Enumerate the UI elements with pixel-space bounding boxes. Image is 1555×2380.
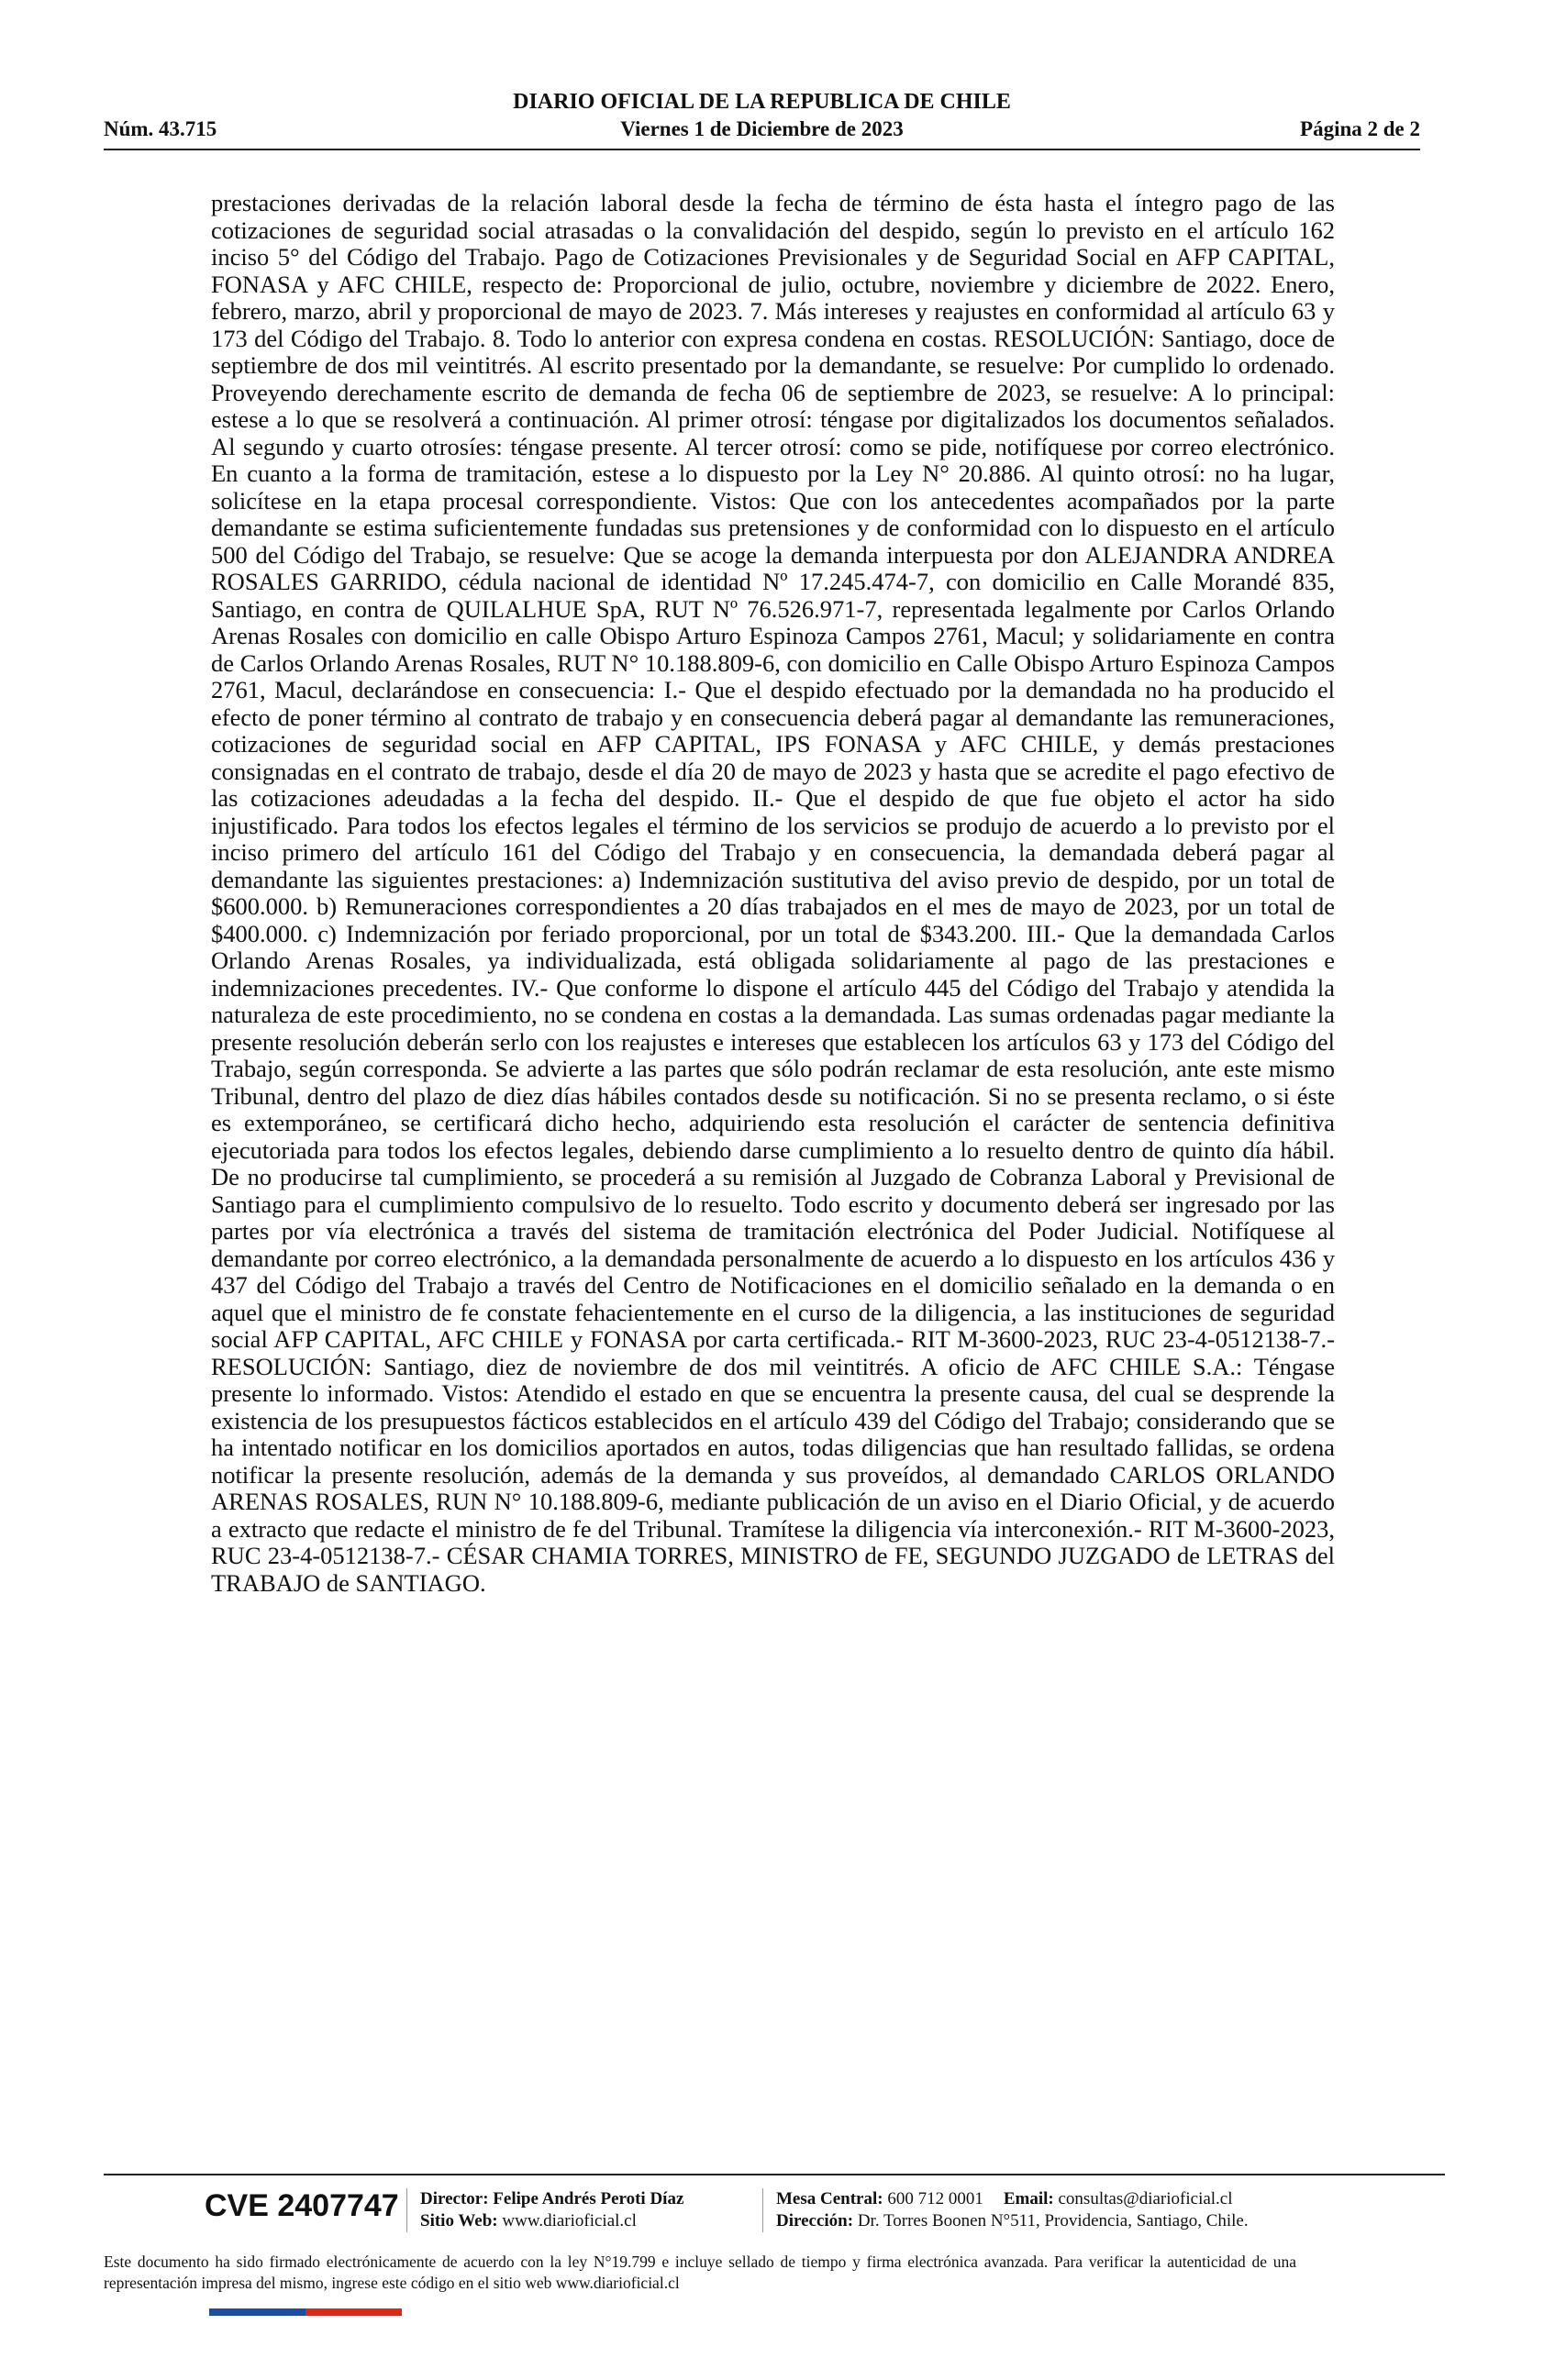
- body-paragraph: prestaciones derivadas de la relación laboral desde la fecha de término de ésta hasta el íntegro pago de las cotizaciones de seguridad social atrasadas o la convalidación del despido, según lo previsto en el artículo 162 inciso 5° del Código del Trabajo. Pago de Cotizaciones Previsionales y de Seguridad Social en AFP CAPITAL, FONASA y AFC CHILE, respecto de: Proporcional de julio, octubre, noviembre y diciembre de 2022. Enero, febrero, marzo, abril y proporcional de mayo de 2023. 7. Más intereses y reajustes en conformidad al artículo 63 y 173 del Código del Trabajo. 8. Todo lo anterior con expresa condena en costas. RESOLUCIÓN: Santiago, doce de septiembre de dos mil veintitrés. Al escrito presentado por la demandante, se resuelve: Por cumplido lo ordenado. Proveyendo derechamente escrito de demanda de fecha 06 de septiembre de 2023, se resuelve: A lo principal: estese a lo que se resolverá a continuación. Al primer otrosí: téngase por digitalizados los documentos señalados. Al segundo y cuarto otrosíes: téngase presente. Al tercer otrosí: como se pide, notifíquese por correo electrónico. En cuanto a la forma de tramitación, estese a lo dispuesto por la Ley N° 20.886. Al quinto otrosí: no ha lugar, solicítese en la etapa procesal correspondiente. Vistos: Que con los antecedentes acompañados por la parte demandante se estima suficientemente fundadas sus pretensiones y de conformidad con lo dispuesto en el artículo 500 del Código del Trabajo, se resuelve: Que se acoge la demanda interpuesta por don ALEJANDRA ANDREA ROSALES GARRIDO, cédula nacional de identidad Nº 17.245.474-7, con domicilio en Calle Morandé 835, Santiago, en contra de QUILALHUE SpA, RUT Nº 76.526.971-7, representada legalmente por Carlos Orlando Arenas Rosales con domicilio en calle Obispo Arturo Espinoza Campos 2761, Macul; y solidariamente en contra de Carlos Orlando Arenas Rosales, RUT N° 10.188.809-6, con domicilio en Calle Obispo Arturo Espinoza Campos 2761, Macul, declarándose en consecuencia: I.- Que el despido efectuado por la demandada no ha producido el efecto de poner término al contrato de trabajo y en consecuencia deberá pagar al demandante las remuneraciones, cotizaciones de seguridad social en AFP CAPITAL, IPS FONASA y AFC CHILE, y demás prestaciones consignadas en el contrato de trabajo, desde el día 20 de mayo de 2023 y hasta que se acredite el pago efectivo de las cotizaciones adeudadas a la fecha del despido. II.- Que el despido de que fue objeto el actor ha sido injustificado. Para todos los efectos legales el término de los servicios se produjo de acuerdo a lo previsto por el inciso primero del artículo 161 del Código del Trabajo y en consecuencia, la demandada deberá pagar al demandante las siguientes prestaciones: a) Indemnización sustitutiva del aviso previo de despido, por un total de $600.000. b) Remuneraciones correspondientes a 20 días trabajados en el mes de mayo de 2023, por un total de $400.000. c) Indemnización por feriado proporcional, por un total de $343.200. III.- Que la demandada Carlos Orlando Arenas Rosales, ya individualizada, está obligada solidariamente al pago de las prestaciones e indemnizaciones precedentes. IV.- Que conforme lo dispone el artículo 445 del Código del Trabajo y atendida la naturaleza de este procedimiento, no se condena en costas a la demandada. Las sumas ordenadas pagar mediante la presente resolución deberán serlo con los reajustes e intereses que establecen los artículos 63 y 173 del Código del Trabajo, según corresponda. Se advierte a las partes que sólo podrán reclamar de esta resolución, ante este mismo Tribunal, dentro del plazo de diez días hábiles contados desde su notificación. Si no se presenta reclamo, o si éste es extemporáneo, se certificará dicho hecho, adquiriendo esta resolución el carácter de sentencia definitiva ejecutoriada para todos los efectos legales, debiendo darse cumplimiento a lo resuelto dentro de quinto día hábil. De no producirse tal cumplimiento, se procederá a su remisión al Juzgado de Cobranza Laboral y Previsional de Santiago para el cumplimiento compulsivo de lo resuelto. Todo escrito y documento deberá ser ingresado por las partes por vía electrónica a través del sistema de tramitación electrónica del Poder Judicial. Notifíquese al demandante por correo electrónico, a la demandada personalmente de acuerdo a lo dispuesto en los artículos 436 y 437 del Código del Trabajo a través del Centro de Notificaciones en el domicilio señalado en la demanda o en aquel que el ministro de fe constate fehacientemente en el curso de la diligencia, a las instituciones de seguridad social AFP CAPITAL, AFC CHILE y FONASA por carta certificada.- RIT M-3600-2023, RUC 23-4-0512138-7.- RESOLUCIÓN: Santiago, diez de noviembre de dos mil veintitrés. A oficio de AFC CHILE S.A.: Téngase presente lo informado. Vistos: Atendido el estado en que se encuentra la presente causa, del cual se desprende la existencia de los presupuestos fácticos establecidos en el artículo 439 del Código del Trabajo; considerando que se ha intentado notificar en los domicilios aportados en autos, todas diligencias que han resultado fallidas, se ordena notificar la presente resolución, además de la demanda y sus proveídos, al demandado CARLOS ORLANDO ARENAS ROSALES, RUN N° 10.188.809-6, mediante publicación de un aviso en el Diario Oficial, y de acuerdo a extracto que redacte el ministro de fe del Tribunal. Tramítese la diligencia vía interconexión.- RIT M-3600-2023, RUC 23-4-0512138-7.- CÉSAR CHAMIA TORRES, MINISTRO de FE, SEGUNDO JUZGADO de LETRAS del TRABAJO de SANTIAGO.: [211, 189, 1335, 1597]
- phone-label: Mesa Central:: [776, 2189, 883, 2208]
- issue-date: Viernes 1 de Diciembre de 2023: [620, 117, 904, 140]
- address-label: Dirección:: [776, 2211, 854, 2231]
- footer-director-block: [420, 2188, 683, 2232]
- footer-divider: [762, 2188, 763, 2232]
- page-number: Página 2 de 2: [1300, 117, 1420, 140]
- director-name: Felipe Andrés Peroti Díaz: [493, 2189, 684, 2208]
- website-label: Sitio Web:: [420, 2211, 498, 2231]
- legal-notice: Este documento ha sido firmado electrónicamente de acuerdo con la ley N°19.799 e incluye sellado de tiempo y firma electrónica avanzada. Para verificar la autenticidad de una representación impresa del mismo, ingrese este código en el sitio web www.diarioficial.cl: [104, 2253, 1296, 2292]
- cve-code: CVE 2407747: [205, 2188, 399, 2223]
- website-link[interactable]: www.diarioficial.cl: [502, 2211, 637, 2231]
- footer-divider: [406, 2188, 407, 2232]
- page-header: [104, 84, 1420, 150]
- flag-stripe: [209, 2308, 402, 2316]
- flag-red-segment: [305, 2308, 402, 2316]
- flag-blue-segment: [209, 2308, 305, 2316]
- email-label: Email:: [1003, 2189, 1054, 2208]
- phone-number: 600 712 0001: [887, 2189, 983, 2208]
- issue-number: Núm. 43.715: [104, 117, 217, 140]
- article-body: [211, 190, 1335, 1597]
- newspaper-title: DIARIO OFICIAL DE LA REPUBLICA DE CHILE: [513, 90, 1011, 114]
- email-link[interactable]: consultas@diarioficial.cl: [1058, 2189, 1233, 2208]
- footer-contact-block: [776, 2188, 1249, 2232]
- director-label: Director:: [420, 2189, 489, 2208]
- address-text: Dr. Torres Boonen N°511, Providencia, Santiago, Chile.: [857, 2211, 1249, 2231]
